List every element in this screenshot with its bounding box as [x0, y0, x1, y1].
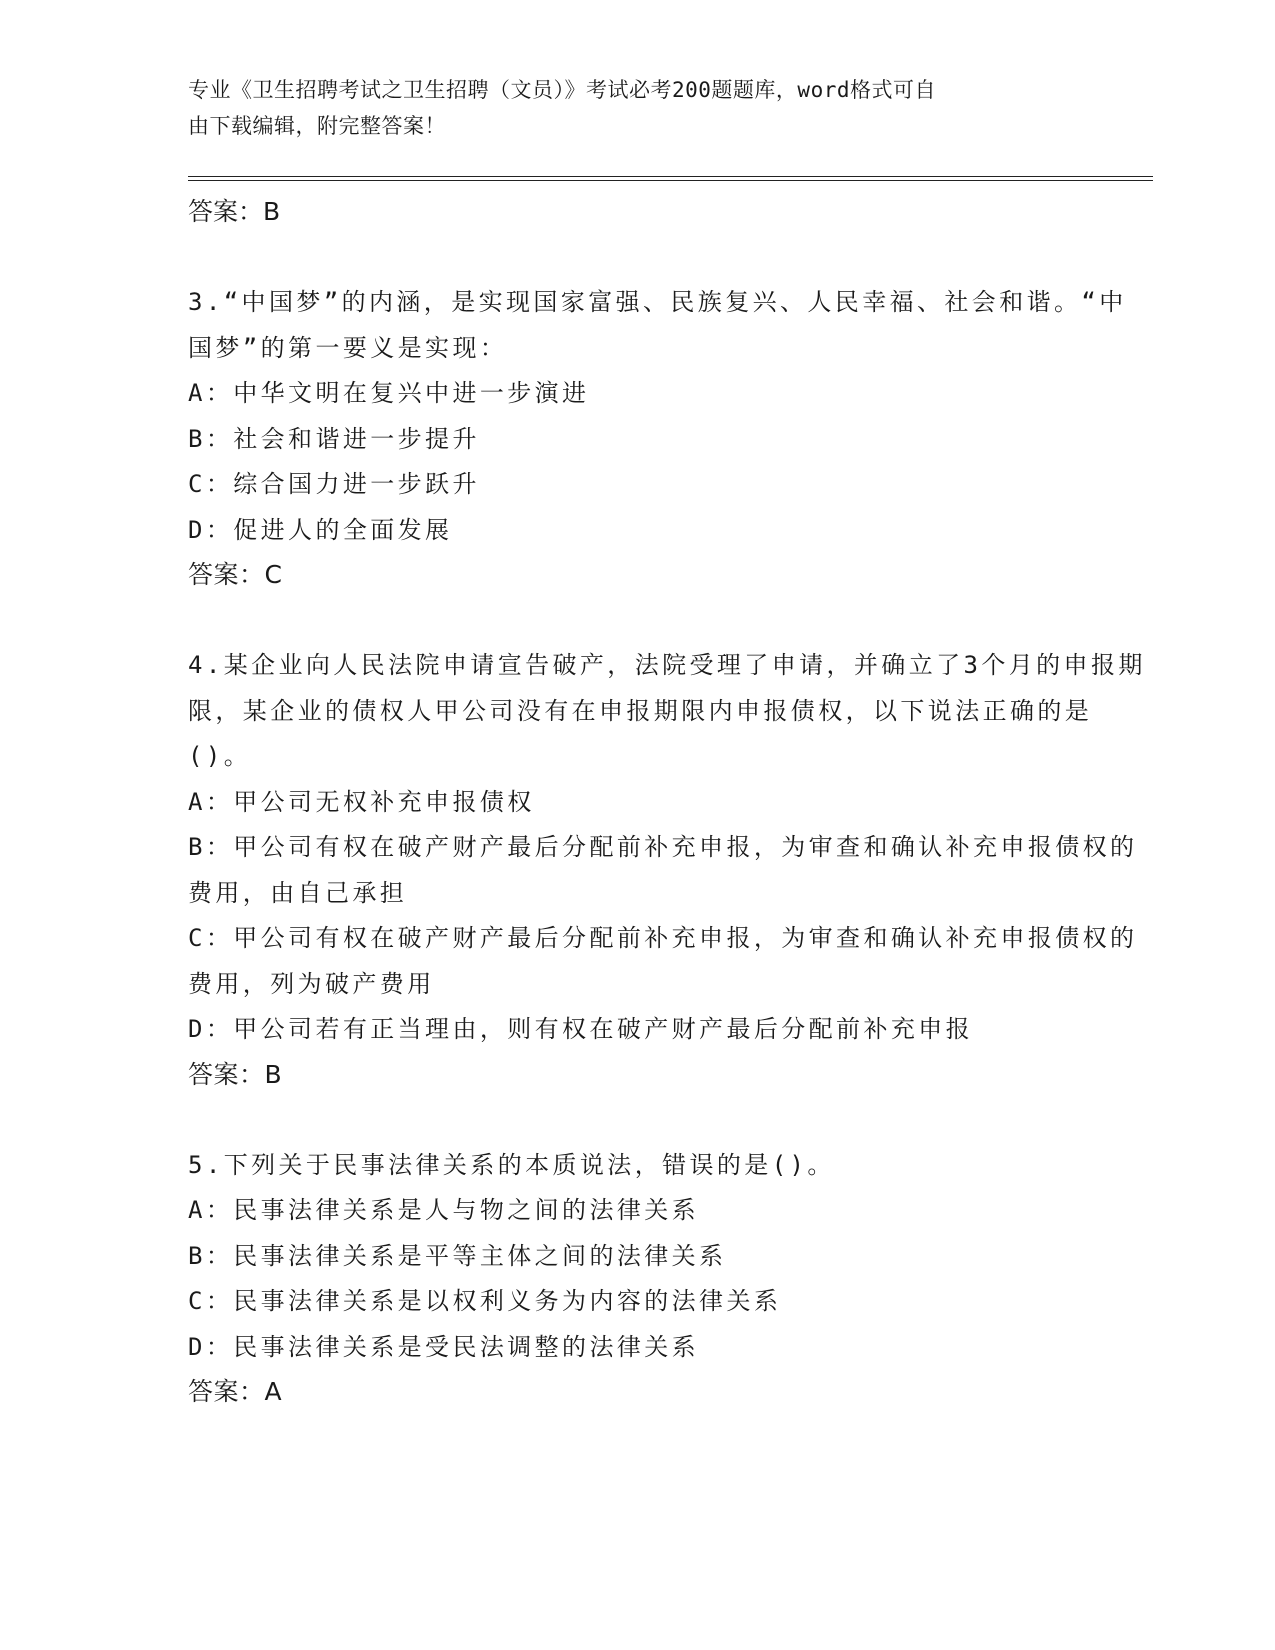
question-5 — [188, 1143, 1153, 1415]
option-d: D：甲公司若有正当理由，则有权在破产财产最后分配前补充申报 — [188, 1015, 974, 1043]
option-c: C：综合国力进一步跃升 — [188, 470, 480, 498]
header-divider — [188, 176, 1153, 181]
question-stem: 5.下列关于民事法律关系的本质说法，错误的是()。 — [188, 1150, 835, 1179]
option-c: C：甲公司有权在破产财产最后分配前补充申报，为审查和确认补充申报债权的费用，列为破产费用 — [188, 924, 1138, 998]
option-d: D：民事法律关系是受民法调整的法律关系 — [188, 1332, 700, 1361]
answer: 答案：B — [188, 1059, 283, 1089]
option-b: B：民事法律关系是平等主体之间的法律关系 — [188, 1241, 727, 1270]
header-line-1: 专业《卫生招聘考试之卫生招聘（文员）》考试必考200题题库，word格式可自 — [188, 78, 936, 102]
option-b: B：甲公司有权在破产财产最后分配前补充申报，为审查和确认补充申报债权的费用，由自己承担 — [188, 833, 1138, 907]
question-stem: 3.“中国梦”的内涵，是实现国家富强、民族复兴、人民幸福、社会和谐。“中国梦”的第一要义是实现： — [188, 288, 1127, 362]
header-line-2: 由下载编辑，附完整答案！ — [188, 114, 446, 138]
question-4 — [188, 643, 1153, 1097]
option-a: A：中华文明在复兴中进一步演进 — [188, 379, 590, 407]
answer: 答案：A — [188, 1377, 283, 1406]
answer-q2: 答案：B — [188, 197, 281, 226]
option-b: B：社会和谐进一步提升 — [188, 424, 480, 453]
option-a: A：民事法律关系是人与物之间的法律关系 — [188, 1196, 700, 1224]
document-header — [188, 72, 1068, 144]
option-c: C：民事法律关系是以权利义务为内容的法律关系 — [188, 1287, 782, 1315]
question-stem: 4.某企业向人民法院申请宣告破产，法院受理了申请，并确立了3个月的申报期限，某企业的债权人甲公司没有在申报期限内申报债权，以下说法正确的是()。 — [188, 651, 1146, 770]
option-d: D：促进人的全面发展 — [188, 515, 453, 544]
question-list — [188, 280, 1153, 1460]
answer: 答案：C — [188, 560, 283, 589]
option-a: A：甲公司无权补充申报债权 — [188, 787, 535, 816]
question-3 — [188, 280, 1153, 597]
